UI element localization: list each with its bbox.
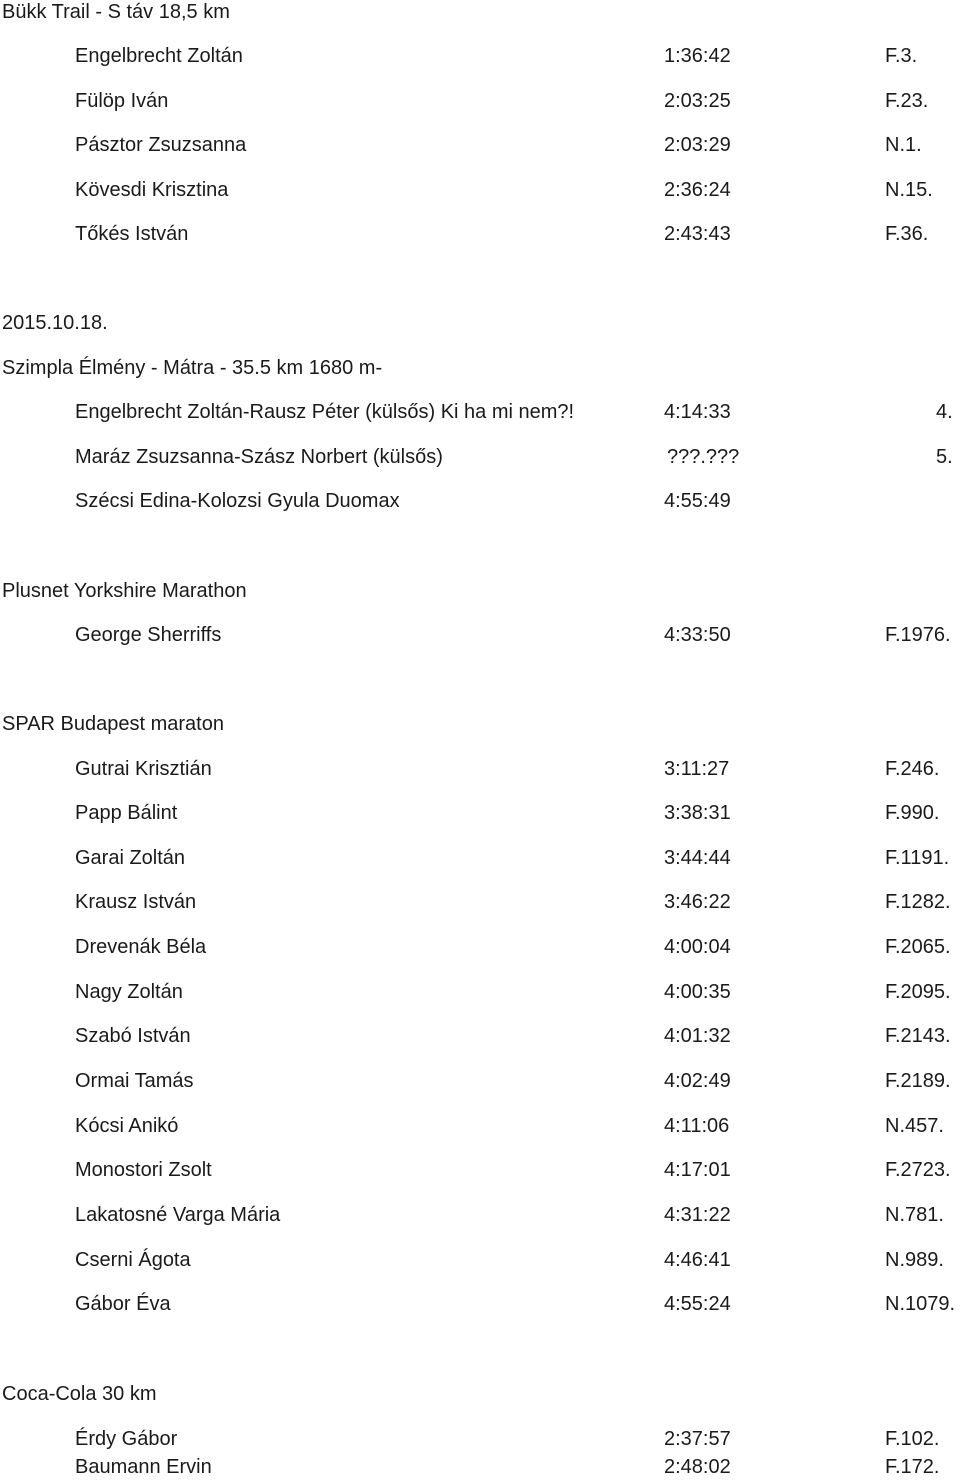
race-title: Coca-Cola 30 km: [2, 1383, 157, 1405]
runner-name: Nagy Zoltán: [75, 981, 183, 1003]
runner-name: Kövesdi Krisztina: [75, 179, 229, 201]
finish-time: 4:33:50: [664, 624, 731, 646]
placement: 4.: [936, 401, 953, 423]
placement: F.1282.: [885, 891, 951, 913]
placement: N.15.: [885, 179, 933, 201]
finish-time: 2:37:57: [664, 1428, 731, 1450]
team-name: Engelbrecht Zoltán-Rausz Péter (külsős) Ki ha mi nem?!: [75, 401, 575, 423]
result-row: [0, 620, 960, 650]
runner-name: Szabó István: [75, 1025, 191, 1047]
runner-name: Papp Bálint: [75, 802, 178, 824]
result-row: [0, 754, 960, 784]
placement: F.2143.: [885, 1025, 951, 1047]
result-row: [0, 1289, 960, 1319]
result-row: [0, 887, 960, 917]
placement: F.2723.: [885, 1159, 951, 1181]
runner-name: Monostori Zsolt: [75, 1159, 212, 1181]
finish-time: ???.???: [667, 446, 740, 468]
race-title: Bükk Trail - S táv 18,5 km: [2, 1, 230, 23]
finish-time: 2:48:02: [664, 1456, 731, 1478]
finish-time: 4:14:33: [664, 401, 731, 423]
finish-time: 4:55:24: [664, 1293, 731, 1315]
result-row: [0, 932, 960, 962]
result-row: [0, 1155, 960, 1185]
finish-time: 4:00:04: [664, 936, 731, 958]
finish-time: 4:31:22: [664, 1204, 731, 1226]
result-row: [0, 442, 960, 472]
finish-time: 4:11:06: [664, 1115, 730, 1137]
runner-name: Baumann Ervin: [75, 1456, 212, 1478]
runner-name: Érdy Gábor: [75, 1428, 178, 1450]
runner-name: Fülöp Iván: [75, 90, 169, 112]
runner-name: Krausz István: [75, 891, 197, 913]
runner-name: Engelbrecht Zoltán: [75, 45, 243, 67]
finish-time: 4:46:41: [664, 1249, 731, 1271]
placement: N.457.: [885, 1115, 944, 1137]
placement: F.2065.: [885, 936, 951, 958]
runner-name: George Sherriffs: [75, 624, 222, 646]
placement: F.246.: [885, 758, 940, 780]
section-heading-coca-cola: [0, 1379, 960, 1409]
section-date: [0, 308, 960, 338]
race-title: Plusnet Yorkshire Marathon: [2, 580, 247, 602]
race-title: Szimpla Élmény - Mátra - 35.5 km 1680 m-: [2, 357, 383, 379]
finish-time: 3:46:22: [664, 891, 731, 913]
placement: N.1079.: [885, 1293, 956, 1315]
placement: 5.: [936, 446, 953, 468]
placement: F.990.: [885, 802, 940, 824]
event-date: 2015.10.18.: [2, 312, 108, 334]
runner-name: Ormai Tamás: [75, 1070, 194, 1092]
result-row: [0, 1200, 960, 1230]
placement: N.989.: [885, 1249, 944, 1271]
placement: F.1976.: [885, 624, 951, 646]
placement: F.2189.: [885, 1070, 951, 1092]
placement: F.23.: [885, 90, 929, 112]
finish-time: 4:00:35: [664, 981, 731, 1003]
result-row: [0, 175, 960, 205]
runner-name: Lakatosné Varga Mária: [75, 1204, 281, 1226]
runner-name: Kócsi Anikó: [75, 1115, 179, 1137]
result-row: [0, 1424, 960, 1454]
result-row: [0, 86, 960, 116]
runner-name: Gábor Éva: [75, 1293, 171, 1315]
result-row: [0, 397, 960, 427]
runner-name: Pásztor Zsuzsanna: [75, 134, 247, 156]
placement: F.2095.: [885, 981, 951, 1003]
finish-time: 4:01:32: [664, 1025, 731, 1047]
team-name: Szécsi Edina-Kolozsi Gyula Duomax: [75, 490, 400, 512]
result-row: [0, 1452, 960, 1482]
placement: F.1191.: [885, 847, 950, 869]
finish-time: 3:38:31: [664, 802, 731, 824]
finish-time: 3:44:44: [664, 847, 731, 869]
section-heading-spar: [0, 709, 960, 739]
runner-name: Tőkés István: [75, 223, 189, 245]
result-row: [0, 486, 960, 516]
team-name: Maráz Zsuzsanna-Szász Norbert (külsős): [75, 446, 443, 468]
finish-time: 2:03:25: [664, 90, 731, 112]
result-row: [0, 1245, 960, 1275]
race-title: SPAR Budapest maraton: [2, 713, 224, 735]
placement: N.781.: [885, 1204, 944, 1226]
runner-name: Cserni Ágota: [75, 1249, 191, 1271]
placement: F.36.: [885, 223, 929, 245]
finish-time: 2:36:24: [664, 179, 731, 201]
result-row: [0, 977, 960, 1007]
result-row: [0, 843, 960, 873]
result-row: [0, 1021, 960, 1051]
finish-time: 2:03:29: [664, 134, 731, 156]
result-row: [0, 798, 960, 828]
placement: F.102.: [885, 1428, 940, 1450]
finish-time: 4:02:49: [664, 1070, 731, 1092]
result-row: [0, 130, 960, 160]
placement: F.3.: [885, 45, 918, 67]
placement: N.1.: [885, 134, 922, 156]
runner-name: Drevenák Béla: [75, 936, 207, 958]
result-row: [0, 219, 960, 249]
finish-time: 2:43:43: [664, 223, 731, 245]
runner-name: Gutrai Krisztián: [75, 758, 212, 780]
section-heading-szimpla: [0, 353, 960, 383]
result-row: [0, 1111, 960, 1141]
section-heading-yorkshire: [0, 576, 960, 606]
finish-time: 4:17:01: [664, 1159, 731, 1181]
result-row: [0, 41, 960, 71]
section-heading-bukk-trail: [0, 0, 960, 27]
finish-time: 3:11:27: [664, 758, 730, 780]
placement: F.172.: [885, 1456, 940, 1478]
finish-time: 1:36:42: [664, 45, 731, 67]
finish-time: 4:55:49: [664, 490, 731, 512]
result-row: [0, 1066, 960, 1096]
runner-name: Garai Zoltán: [75, 847, 186, 869]
